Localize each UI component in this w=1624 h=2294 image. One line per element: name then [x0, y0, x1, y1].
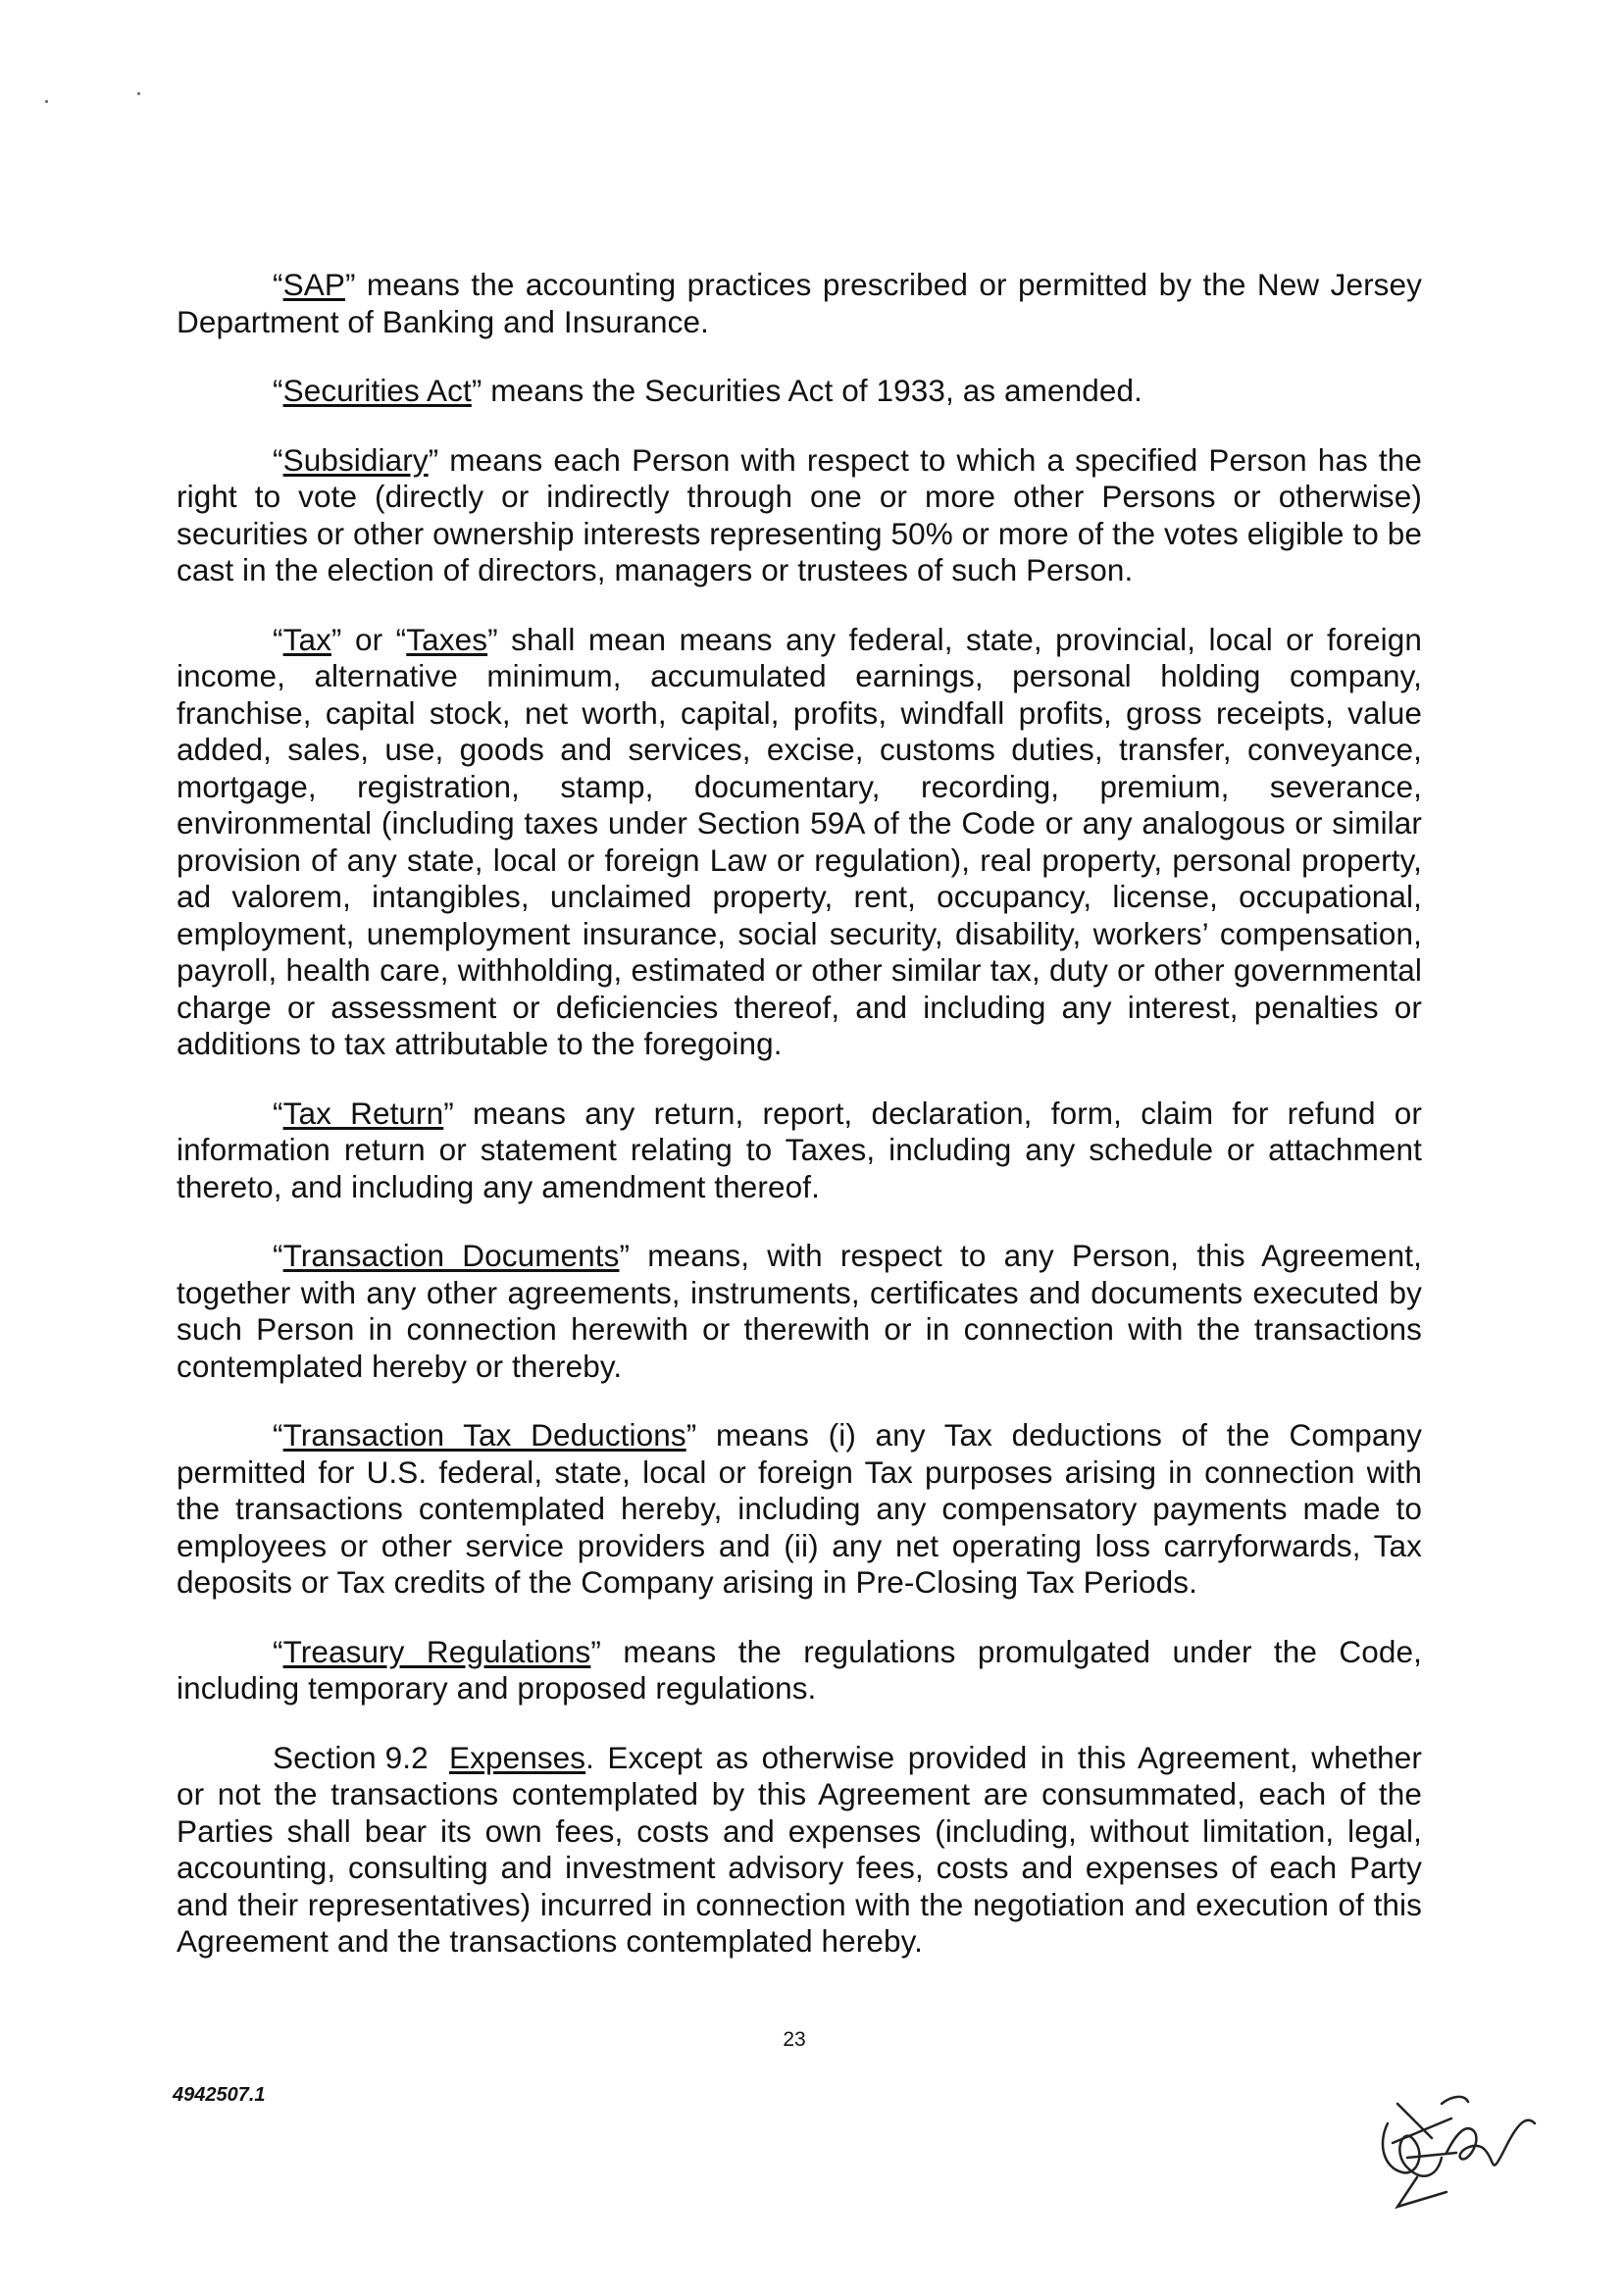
definition-text: means the accounting practices prescribed or permitted by the New Jersey Department of Banking and Insurance. [177, 267, 1422, 339]
definition-subsidiary: “Subsidiary” means each Person with respect to which a specified Person has the right to vote (directly or indirectly through one or more other Persons or otherwise) securities or other ownership interests representing 50% or more of the votes eligible to be cast in the election of directors, managers or trustees of such Person. [177, 441, 1422, 587]
defined-term: Treasury Regulations [282, 1633, 591, 1669]
scan-speck [45, 100, 48, 103]
defined-term: Subsidiary [282, 441, 429, 478]
scan-speck [137, 92, 140, 95]
definition-text: means the Securities Act of 1933, as amended. [482, 373, 1142, 408]
definition-text: means any return, report, declaration, form, claim for refund or information return or statement relating to Taxes, including any schedule or attachment thereto, and including any amendment thereof. [177, 1095, 1422, 1204]
body-text [177, 267, 1422, 1993]
definition-text: means, with respect to any Person, this Agreement, together with any other agreements, instruments, certificates and documents executed by such Person in connection herewith or therewith or in connection with the transactions contemplated hereby or thereby. [177, 1238, 1422, 1384]
definition-tax: “Tax” or “Taxes” shall mean means any federal, state, provincial, local or foreign income, alternative minimum, accumulated earnings, personal holding company, franchise, capital stock, net worth, capital, profits, windfall profits, gross receipts, value added, sales, use, goods and services, excise, customs duties, transfer, conveyance, mortgage, registration, stamp, documentary, recording, premium, severance, environmental (including taxes under Section 59A of the Code or any analogous or similar provision of any state, local or foreign Law or regulation), real property, personal property, ad valorem, intangibles, unclaimed property, rent, occupancy, license, occupational, employment, unemployment insurance, social security, disability, workers’ compensation, payroll, health care, withholding, estimated or other similar tax, duty or other governmental charge or assessment or deficiencies thereof, and including any interest, penalties or additions to tax attributable to the foregoing. [177, 621, 1423, 1061]
defined-term: Transaction Tax Deductions [282, 1417, 686, 1453]
page-number: 23 [783, 2028, 806, 2051]
section-9-2 [177, 1740, 1422, 1961]
defined-term: Securities Act [282, 373, 472, 408]
term-joiner: ” or “ [330, 621, 407, 657]
defined-term: Taxes [406, 621, 488, 657]
definition-treasury-regulations: “Treasury Regulations” means the regulations promulgated under the Code, including temporary and proposed regulations. [177, 1633, 1422, 1706]
definition-text: shall mean means any federal, state, provincial, local or foreign income, alternative minimum, accumulated earnings, personal holding company, franchise, capital stock, net worth, capital, profits, windfall profits, gross receipts, value added, sales, use, goods and services, excise, customs duties, transfer, conveyance, mortgage, registration, stamp, documentary, recording, premium, severance, environmental (including taxes under Section 59A of the Code or any analogous or similar provision of any state, local or foreign Law or regulation), real property, personal property, ad valorem, intangibles, unclaimed property, rent, occupancy, license, occupational, employment, unemployment insurance, social security, disability, workers’ compensation, payroll, health care, withholding, estimated or other similar tax, duty or other governmental charge or assessment or deficiencies thereof, and including any interest, penalties or additions to tax attributable to the foregoing. [177, 621, 1423, 1061]
definition-text: means the regulations promulgated under the Code, including temporary and proposed regulations. [177, 1633, 1422, 1706]
definition-sap: “SAP” means the accounting practices prescribed or permitted by the New Jersey Department of Banking and Insurance. [177, 267, 1422, 339]
defined-term: Tax Return [282, 1095, 444, 1131]
definition-text: means (i) any Tax deductions of the Company permitted for U.S. federal, state, local or foreign Tax purposes arising in connection with the transactions contemplated hereby, including any compensatory payments made to employees or other service providers and (ii) any net operating loss carryforwards, Tax deposits or Tax credits of the Company arising in Pre-Closing Tax Periods. [177, 1417, 1422, 1600]
defined-term: Tax [282, 621, 331, 657]
definition-transaction-documents: “Transaction Documents” means, with respect to any Person, this Agreement, together with any other agreements, instruments, certificates and documents executed by such Person in connection herewith or therewith or in connection with the transactions contemplated hereby or thereby. [177, 1238, 1422, 1384]
definition-transaction-tax-deductions: “Transaction Tax Deductions” means (i) any Tax deductions of the Company permitted for U.S. federal, state, local or foreign Tax purposes arising in connection with the transactions contemplated hereby, including any compensatory payments made to employees or other service providers and (ii) any net operating loss carryforwards, Tax deposits or Tax credits of the Company arising in Pre-Closing Tax Periods. [177, 1417, 1422, 1600]
section-text: . Except as otherwise provided in this Agreement, whether or not the transactions contemplated by this Agreement are consummated, each of the Parties shall bear its own fees, costs and expenses (including, without limitation, legal, accounting, consulting and investment advisory fees, costs and expenses of each Party and their representatives) incurred in connection with the negotiation and execution of this Agreement and the transactions contemplated hereby. [177, 1739, 1422, 1959]
definition-securities-act: “Securities Act” means the Securities Act of 1933, as amended. [273, 373, 1142, 408]
definition-text: means each Person with respect to which a specified Person has the right to vote (directly or indirectly through one or more other Persons or otherwise) securities or other ownership interests representing 50% or more of the votes eligible to be cast in the election of directors, managers or trustees of such Person. [177, 441, 1422, 587]
document-id: 4942507.1 [173, 2084, 266, 2106]
definition-tax-return: “Tax Return” means any return, report, declaration, form, claim for refund or information return or statement relating to Taxes, including any schedule or attachment thereto, and including any amendment thereof. [177, 1095, 1422, 1204]
defined-term: SAP [282, 267, 345, 302]
defined-term: Transaction Documents [282, 1238, 620, 1273]
section-number: Section 9.2 [273, 1739, 429, 1775]
initials-signature [1358, 2084, 1554, 2221]
section-heading: Expenses [449, 1739, 586, 1775]
